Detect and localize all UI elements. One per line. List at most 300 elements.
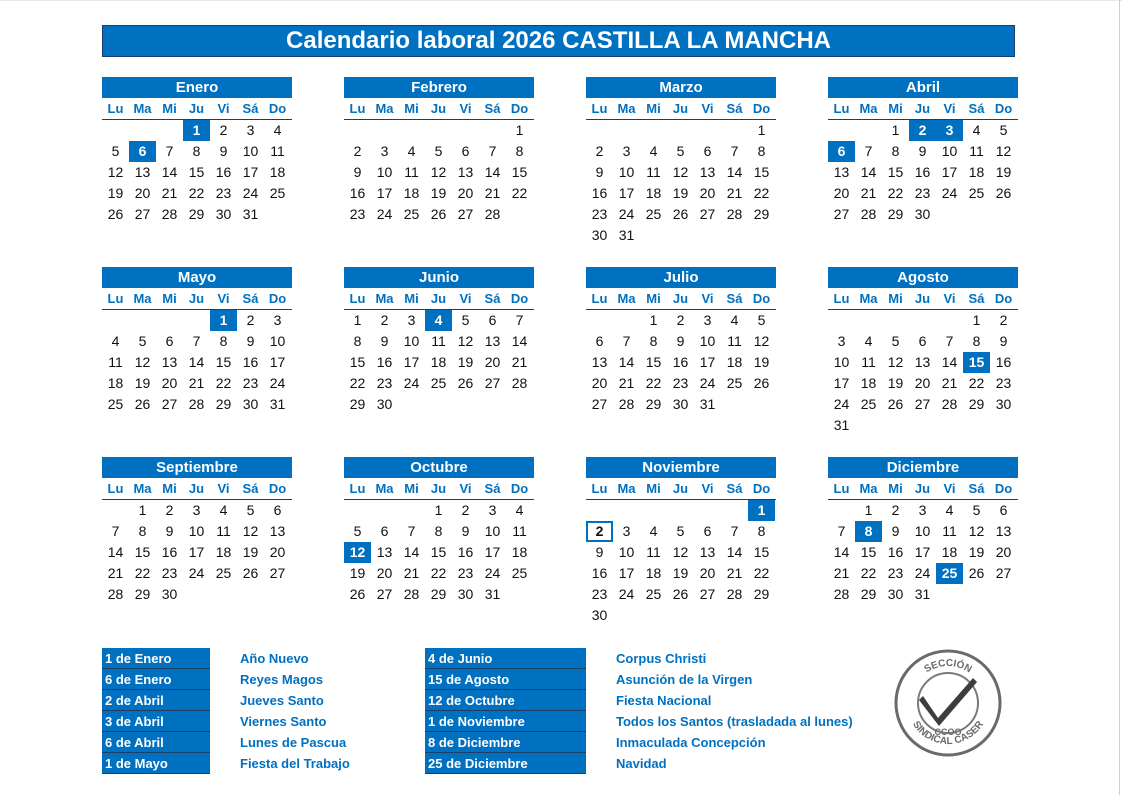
day-cell: 2 [219,122,228,138]
holiday-name: Reyes Magos [240,672,324,687]
day-cell: 7 [945,333,954,349]
day-cell: 10 [376,164,393,180]
day-cell: 23 [215,185,232,201]
day-empty [156,120,183,141]
week-row [586,542,776,563]
day-cell: 22 [645,375,662,391]
day-cell: 28 [484,206,501,222]
day-cell: 27 [269,565,286,581]
day-empty [909,310,936,331]
day-empty [667,500,694,521]
day-cell: 14 [860,164,877,180]
day-empty [694,225,721,246]
weekday-label: Mi [162,101,177,116]
day-cell: 15 [753,544,770,560]
day-cell: 6 [488,312,497,328]
weekday-label: Do [268,291,287,306]
week-row [828,415,1018,436]
weekday-label: Sá [968,481,985,496]
day-cell: 12 [430,164,447,180]
day-moved-holiday: 2 [586,521,613,542]
day-cell: 11 [727,333,742,349]
day-cell: 3 [703,312,712,328]
holiday-name: Año Nuevo [240,651,309,666]
day-empty [506,584,533,605]
day-cell: 7 [515,312,524,328]
stamp-top-text: SECCIÓN [922,657,974,676]
day-cell: 30 [887,586,904,602]
day-cell: 27 [995,565,1012,581]
weekday-label: Mi [888,291,903,306]
day-cell: 7 [730,143,739,159]
day-cell: 3 [380,143,389,159]
day-cell: 17 [618,185,635,201]
day-empty [102,500,129,521]
day-cell: 23 [161,565,178,581]
day-cell: 23 [349,206,366,222]
day-empty [586,310,613,331]
day-cell: 9 [891,523,900,539]
weekday-label: Ju [672,291,689,306]
day-cell: 18 [645,185,662,201]
day-cell: 18 [860,375,877,391]
day-empty [694,500,721,521]
day-cell: 17 [699,354,716,370]
day-cell: 22 [349,375,366,391]
weekday-header-row [828,478,1018,500]
day-cell: 23 [591,206,608,222]
weekday-label: Mi [888,481,903,496]
day-cell: 4 [649,523,658,539]
page-right-edge [1119,0,1120,795]
day-cell: 29 [349,396,366,412]
week-row [586,310,776,331]
day-cell: 11 [942,523,957,539]
day-cell: 13 [269,523,286,539]
weekday-label: Lu [107,291,124,306]
weekday-label: Ma [859,291,878,306]
week-row [586,331,776,352]
weekday-label: Ju [430,101,447,116]
day-empty [694,605,721,626]
holiday-date: 6 de Enero [102,669,210,690]
day-cell: 24 [403,375,420,391]
day-cell: 12 [995,143,1012,159]
day-cell: 2 [353,143,362,159]
day-empty [452,394,479,415]
day-empty [828,310,855,331]
day-cell: 12 [672,544,689,560]
day-cell: 14 [726,544,743,560]
week-row [586,394,776,415]
day-empty [721,394,748,415]
weekday-label: Vi [943,291,956,306]
day-cell: 26 [968,565,985,581]
holiday-name: Fiesta del Trabajo [240,756,350,771]
weekday-label: Sá [484,291,501,306]
day-cell: 8 [757,143,766,159]
day-cell: 13 [484,333,501,349]
day-cell: 22 [753,185,770,201]
week-row [102,563,292,584]
day-cell: 22 [188,185,205,201]
day-cell: 30 [591,227,608,243]
day-cell: 18 [645,565,662,581]
day-holiday: 25 [936,563,963,584]
weekday-label: Vi [701,101,714,116]
day-cell: 4 [407,143,416,159]
day-cell: 29 [887,206,904,222]
day-cell: 20 [833,185,850,201]
day-cell: 10 [242,143,259,159]
day-cell: 11 [216,523,231,539]
weekday-label: Lu [833,481,850,496]
day-cell: 2 [380,312,389,328]
day-cell: 26 [672,586,689,602]
day-cell: 9 [918,143,927,159]
day-cell: 4 [273,122,282,138]
week-row [586,120,776,141]
day-cell: 19 [968,544,985,560]
week-row [344,584,534,605]
month-enero [102,77,292,225]
day-cell: 30 [914,206,931,222]
day-cell: 28 [403,586,420,602]
day-cell: 19 [242,544,259,560]
day-cell: 12 [134,354,151,370]
day-cell: 1 [434,502,443,518]
week-row [828,183,1018,204]
day-cell: 3 [622,523,631,539]
day-holiday: 6 [828,141,855,162]
week-row [344,183,534,204]
weekday-label: Do [752,101,771,116]
day-cell: 12 [968,523,985,539]
weekday-label: Ma [617,101,636,116]
week-row [102,120,292,141]
weekday-label: Vi [943,101,956,116]
week-row [102,310,292,331]
day-cell: 9 [595,544,604,560]
day-cell: 5 [434,143,443,159]
month-header: Febrero [344,77,534,98]
day-cell: 26 [349,586,366,602]
day-cell: 27 [161,396,178,412]
day-cell: 29 [645,396,662,412]
day-cell: 25 [726,375,743,391]
day-cell: 11 [431,333,446,349]
week-row [586,183,776,204]
week-row [586,605,776,626]
weekday-label: Mi [404,101,419,116]
day-empty [909,415,936,436]
day-cell: 5 [676,523,685,539]
weekday-label: Sá [968,101,985,116]
holiday-date: 12 de Octubre [425,690,586,711]
day-cell: 17 [242,164,259,180]
day-cell: 29 [188,206,205,222]
day-cell: 24 [833,396,850,412]
day-cell: 14 [188,354,205,370]
day-cell: 7 [488,143,497,159]
weekday-label: Sá [484,101,501,116]
day-cell: 6 [999,502,1008,518]
weekday-label: Lu [349,101,366,116]
day-cell: 9 [676,333,685,349]
day-cell: 7 [622,333,631,349]
day-cell: 19 [887,375,904,391]
week-row [102,352,292,373]
day-cell: 8 [515,143,524,159]
day-cell: 23 [591,586,608,602]
day-cell: 7 [837,523,846,539]
day-cell: 26 [134,396,151,412]
day-cell: 24 [188,565,205,581]
day-cell: 23 [457,565,474,581]
day-holiday: 2 [909,120,936,141]
weekday-label: Do [994,101,1013,116]
month-header: Septiembre [102,457,292,478]
day-empty [748,605,775,626]
day-cell: 13 [699,544,716,560]
day-cell: 29 [860,586,877,602]
day-cell: 26 [430,206,447,222]
day-cell: 24 [941,185,958,201]
day-empty [936,310,963,331]
day-cell: 20 [484,354,501,370]
day-cell: 8 [192,143,201,159]
day-cell: 25 [968,185,985,201]
day-cell: 13 [699,164,716,180]
day-cell: 1 [864,502,873,518]
day-cell: 31 [242,206,259,222]
day-cell: 19 [995,164,1012,180]
day-cell: 28 [161,206,178,222]
weekday-label: Mi [646,101,661,116]
day-cell: 7 [407,523,416,539]
weekday-label: Lu [591,101,608,116]
day-cell: 1 [891,122,900,138]
day-cell: 24 [618,586,635,602]
week-row [102,204,292,225]
week-row [828,373,1018,394]
week-row [586,563,776,584]
day-empty [721,605,748,626]
holiday-name: Asunción de la Virgen [616,672,753,687]
day-cell: 20 [134,185,151,201]
day-cell: 11 [861,354,876,370]
weekday-label: Mi [162,481,177,496]
week-row [344,563,534,584]
day-cell: 18 [107,375,124,391]
week-row [586,584,776,605]
day-cell: 15 [215,354,232,370]
day-cell: 19 [430,185,447,201]
day-cell: 10 [914,523,931,539]
day-cell: 27 [699,586,716,602]
day-cell: 15 [887,164,904,180]
month-header: Enero [102,77,292,98]
holiday-name: Lunes de Pascua [240,735,347,750]
day-cell: 29 [134,586,151,602]
day-cell: 15 [860,544,877,560]
day-cell: 30 [242,396,259,412]
weekday-label: Sá [968,291,985,306]
week-row [344,141,534,162]
weekday-label: Mi [888,101,903,116]
day-cell: 1 [649,312,658,328]
day-cell: 4 [515,502,524,518]
day-holiday: 1 [210,310,237,331]
day-empty [990,415,1017,436]
weekday-label: Ju [188,481,205,496]
day-cell: 21 [484,185,501,201]
day-cell: 19 [107,185,124,201]
day-cell: 18 [269,164,286,180]
day-empty [344,120,371,141]
day-empty [721,120,748,141]
day-cell: 27 [914,396,931,412]
weekday-label: Mi [646,291,661,306]
day-cell: 5 [353,523,362,539]
day-cell: 14 [941,354,958,370]
day-cell: 5 [972,502,981,518]
day-empty [479,394,506,415]
week-row [828,563,1018,584]
day-cell: 5 [757,312,766,328]
day-cell: 17 [484,544,501,560]
weekday-label: Ma [133,481,152,496]
day-empty [828,120,855,141]
day-cell: 5 [999,122,1008,138]
day-cell: 26 [457,375,474,391]
day-cell: 3 [273,312,282,328]
day-cell: 2 [165,502,174,518]
day-cell: 16 [672,354,689,370]
day-cell: 11 [108,354,123,370]
day-cell: 8 [138,523,147,539]
day-empty [667,225,694,246]
week-row [586,521,776,542]
day-empty [371,500,398,521]
day-cell: 21 [833,565,850,581]
week-row [828,331,1018,352]
day-cell: 3 [622,143,631,159]
month-header: Octubre [344,457,534,478]
day-cell: 13 [457,164,474,180]
day-cell: 3 [488,502,497,518]
day-cell: 10 [833,354,850,370]
weekday-label: Lu [107,481,124,496]
month-diciembre [828,457,1018,605]
day-cell: 8 [649,333,658,349]
day-cell: 18 [403,185,420,201]
weekday-header-row [828,288,1018,310]
day-empty [102,310,129,331]
week-row [344,331,534,352]
weekday-label: Lu [349,291,366,306]
day-cell: 25 [107,396,124,412]
day-empty [613,120,640,141]
weekday-label: Sá [726,101,743,116]
week-row [344,542,534,563]
week-row [102,584,292,605]
month-mayo [102,267,292,415]
week-row [828,141,1018,162]
day-cell: 30 [376,396,393,412]
weekday-label: Ma [859,481,878,496]
weekday-label: Vi [217,481,230,496]
day-empty [264,204,291,225]
day-empty [694,120,721,141]
day-cell: 17 [188,544,205,560]
day-cell: 30 [672,396,689,412]
day-cell: 31 [484,586,501,602]
day-cell: 8 [757,523,766,539]
day-cell: 15 [511,164,528,180]
weekday-label: Do [268,101,287,116]
weekday-label: Ju [914,291,931,306]
day-cell: 13 [591,354,608,370]
weekday-label: Do [268,481,287,496]
week-row [828,521,1018,542]
day-empty [990,584,1017,605]
day-empty [183,310,210,331]
day-cell: 9 [165,523,174,539]
day-cell: 30 [591,607,608,623]
day-empty [963,584,990,605]
day-cell: 27 [134,206,151,222]
day-cell: 27 [591,396,608,412]
weekday-label: Do [752,291,771,306]
day-cell: 16 [457,544,474,560]
day-empty [855,310,882,331]
week-row [102,141,292,162]
day-cell: 20 [161,375,178,391]
day-empty [452,120,479,141]
day-cell: 9 [595,164,604,180]
month-julio [586,267,776,415]
month-abril [828,77,1018,225]
day-cell: 25 [511,565,528,581]
day-cell: 16 [995,354,1012,370]
week-row [828,120,1018,141]
day-cell: 2 [461,502,470,518]
day-cell: 7 [111,523,120,539]
day-cell: 13 [134,164,151,180]
weekday-label: Ju [672,481,689,496]
day-cell: 12 [107,164,124,180]
weekday-label: Ju [188,291,205,306]
weekday-label: Mi [646,481,661,496]
day-cell: 19 [753,354,770,370]
day-cell: 17 [618,565,635,581]
day-cell: 16 [161,544,178,560]
day-cell: 21 [726,185,743,201]
day-cell: 9 [380,333,389,349]
weekday-label: Do [510,481,529,496]
day-cell: 19 [349,565,366,581]
week-row [102,183,292,204]
day-cell: 24 [242,185,259,201]
day-cell: 26 [995,185,1012,201]
weekday-label: Vi [459,101,472,116]
day-cell: 12 [242,523,259,539]
weekday-header-row [586,288,776,310]
day-empty [936,415,963,436]
day-cell: 30 [161,586,178,602]
day-cell: 3 [918,502,927,518]
